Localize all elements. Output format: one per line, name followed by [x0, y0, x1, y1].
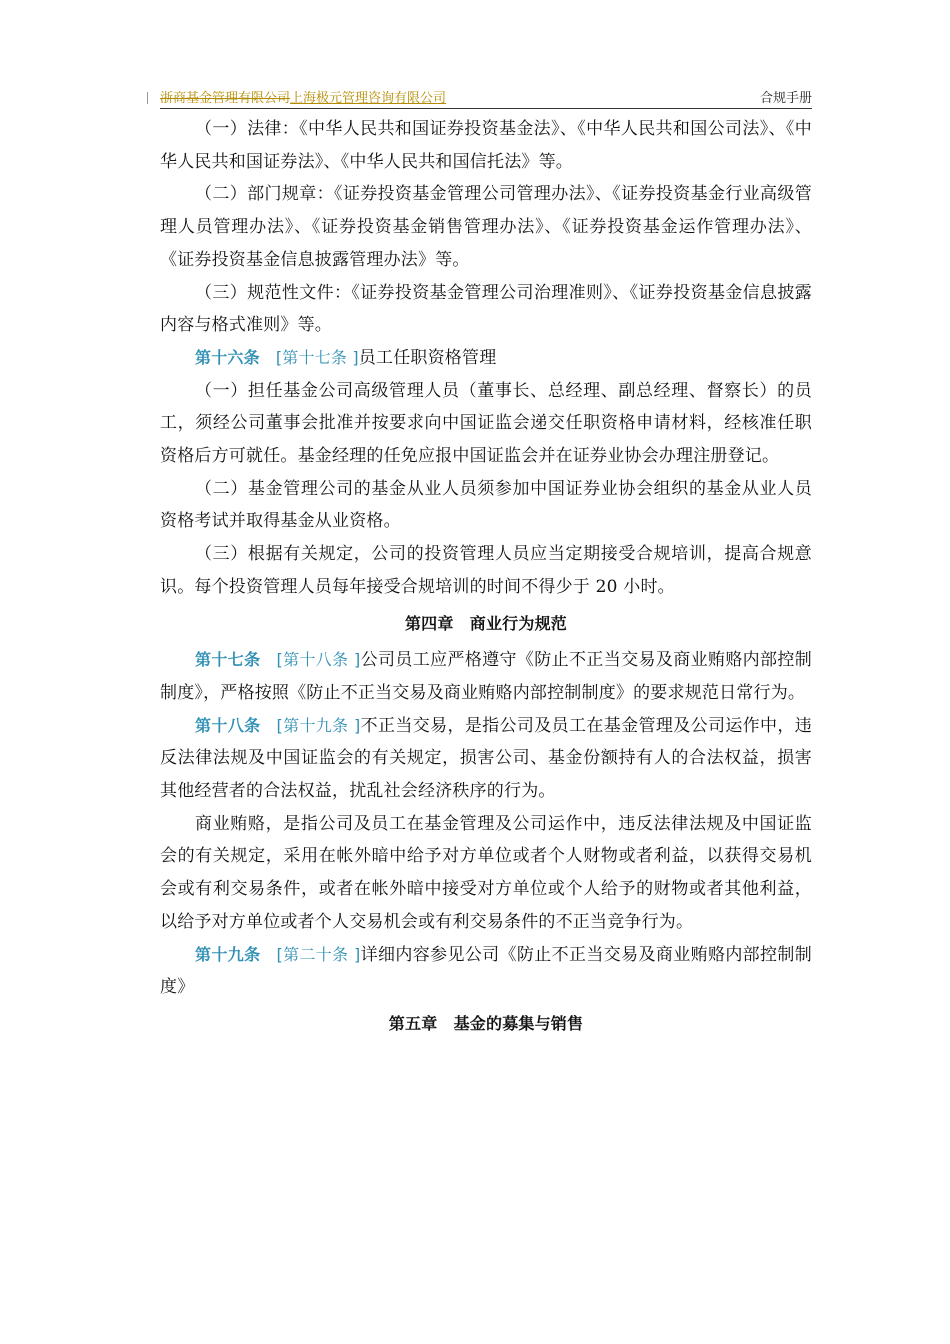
article-16	[160, 342, 812, 375]
article-19	[160, 939, 812, 1004]
paragraph-law: （一）法律：《中华人民共和国证券投资基金法》、《中华人民共和国公司法》、《中华人民共和国证券法》、《中华人民共和国信托法》等。	[160, 119, 812, 172]
article-17-number: 第十七条	[195, 650, 261, 670]
header-company-deleted: 浙商基金管理有限公司	[160, 91, 291, 106]
page-header	[160, 90, 812, 109]
paragraph-regulations: （二）部门规章：《证券投资基金管理公司管理办法》、《证券投资基金行业高级管理人员管理办法》、《证券投资基金销售管理办法》、《证券投资基金运作管理办法》、《证券投资基金信息披露管理办法》等。	[160, 184, 812, 270]
document-body	[160, 113, 812, 1045]
article-18	[160, 710, 812, 808]
chapter-4-heading: 第四章 商业行为规范	[404, 613, 567, 633]
paragraph-commercial-bribery: 商业贿赂，是指公司及员工在基金管理及公司运作中，违反法律法规及中国证监会的有关规定，采用在帐外暗中给予对方单位或者个人财物或者利益，以获得交易机会或有利交易条件，或者在帐外暗中接受对方单位或个人给予的财物或者其他利益，以给予对方单位或者个人交易机会或有利交易条件的不正当竞争行为。	[160, 813, 812, 932]
paragraph-compliance-training: （三）根据有关规定，公司的投资管理人员应当定期接受合规培训，提高合规意识。每个投资管理人员每年接受合规培训的时间不得少于 20 小时。	[160, 544, 812, 597]
change-bar	[147, 92, 148, 104]
article-16-number: 第十六条	[195, 347, 260, 367]
paragraph-normative-docs: （三）规范性文件：《证券投资基金管理公司治理准则》、《证券投资基金信息披露内容与格式准则》等。	[160, 282, 812, 336]
article-19-number: 第十九条	[195, 944, 261, 964]
article-18-text: 不正当交易，是指公司及员工在基金管理及公司运作中，违反法律法规及中国证监会的有关规定，损害公司、基金份额持有人的合法权益，损害其他经营者的合法权益，扰乱社会经济秩序的行为。	[160, 715, 812, 802]
article-18-old-number: [第十九条 ]	[276, 715, 361, 735]
article-18-number: 第十八条	[195, 715, 261, 735]
article-17-text: 公司员工应严格遵守《防止不正当交易及商业贿赂内部控制制度》，严格按照《防止不正当交易及商业贿赂内部控制制度》的要求规范日常行为。	[160, 650, 812, 703]
article-17	[160, 644, 812, 709]
chapter-5-heading: 第五章 基金的募集与销售	[388, 1013, 584, 1033]
article-19-old-number: [第二十条 ]	[276, 944, 361, 964]
article-17-old-number: [第十八条 ]	[276, 650, 361, 670]
paragraph-qualification-exam: （二）基金管理公司的基金从业人员须参加中国证券业协会组织的基金从业人员资格考试并取得基金从业资格。	[160, 478, 812, 532]
header-doc-name: 合规手册	[759, 91, 812, 106]
article-19-text: 详细内容参见公司《防止不正当交易及商业贿赂内部控制制度》	[160, 944, 812, 998]
article-16-old-number: [第十七条 ]	[275, 347, 359, 367]
paragraph-senior-management: （一）担任基金公司高级管理人员（董事长、总经理、副总经理、督察长）的员工，须经公司董事会批准并按要求向中国证监会递交任职资格申请材料，经核准任职资格后方可就任。基金经理的任免应报中国证监会并在证券业协会办理注册登记。	[160, 380, 812, 467]
article-16-text: 员工任职资格管理	[358, 347, 497, 368]
header-company-inserted: 上海极元管理咨询有限公司	[290, 91, 447, 106]
